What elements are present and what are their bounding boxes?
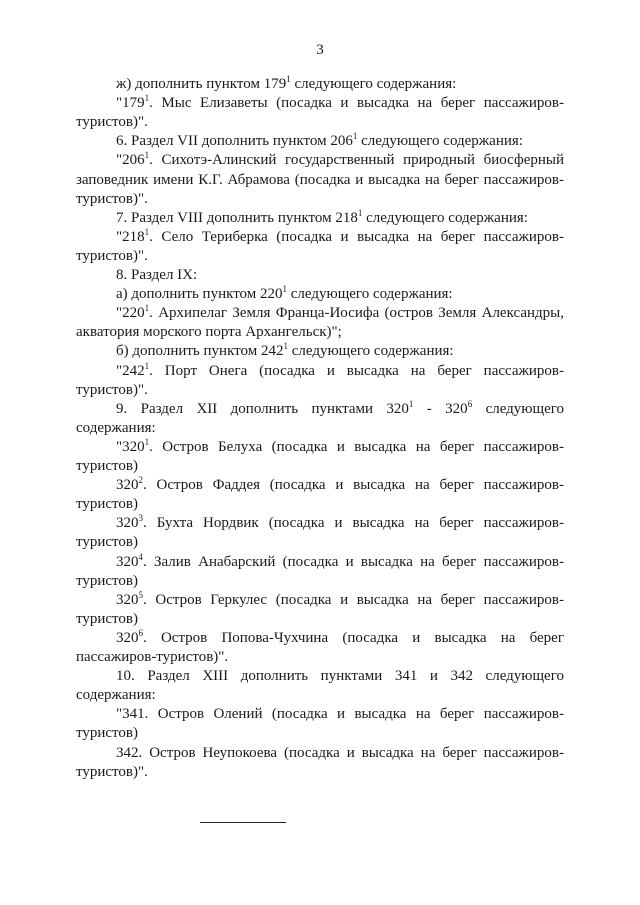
text-line: б) дополнить пунктом $242^1$ следующего содержания: [116, 341, 454, 360]
text-line: 6. Раздел VII дополнить пунктом $206^1$ следующего содержания: [116, 131, 523, 150]
text-line: 7. Раздел VIII дополнить пунктом $218^1$ следующего содержания: [116, 207, 528, 226]
text-line: содержания: [76, 419, 156, 436]
text-line: $320^2$. Остров Фаддея (посадка и высадка на берег пассажиров- [116, 475, 564, 494]
text-line: "341. Остров Олений (посадка и высадка на берег пассажиров- [116, 706, 564, 723]
text-line: туристов)". [76, 114, 148, 131]
text-line: туристов)". [76, 381, 148, 398]
page-number: 3 [316, 42, 324, 58]
text-line: "$218^1$. Село Териберка (посадка и высадка на берег пассажиров- [116, 226, 564, 245]
text-line: $320^5$. Остров Геркулес (посадка и высадка на берег пассажиров- [116, 589, 564, 608]
text-line: туристов)". [76, 763, 148, 780]
text-line: 10. Раздел XIII дополнить пунктами 341 и 342 следующего [116, 668, 564, 685]
text-line: "$242^1$. Порт Онега (посадка и высадка на берег пассажиров- [116, 360, 564, 379]
text-line: туристов) [76, 610, 138, 627]
text-line: 342. Остров Неупокоева (посадка и высадка на берег пассажиров- [116, 744, 564, 761]
text-line: заповедник имени К.Г. Абрамова (посадка и высадка на берег пассажиров- [76, 171, 564, 188]
text-line: туристов) [76, 725, 138, 742]
text-line: "$179^1$. Мыс Елизаветы (посадка и высадка на берег пассажиров- [116, 93, 564, 112]
end-separator-line [200, 822, 286, 823]
text-line: "$220^1$. Архипелаг Земля Франца-Иосифа (остров Земля Александры, [116, 303, 564, 322]
text-line: акватория морского порта Архангельск)"; [76, 324, 342, 341]
text-line: $320^3$. Бухта Нордвик (посадка и высадка на берег пассажиров- [116, 513, 564, 532]
text-line: туристов)". [76, 247, 148, 264]
text-line: ж) дополнить пунктом $179^1$ следующего содержания: [116, 74, 457, 92]
text-line: а) дополнить пунктом $220^1$ следующего содержания: [116, 284, 453, 303]
text-line: содержания: [76, 687, 156, 704]
text-line: туристов) [76, 496, 138, 513]
text-line: туристов) [76, 458, 138, 474]
text-line: туристов) [76, 534, 138, 551]
text-line: туристов)". [76, 190, 148, 207]
text-line: 8. Раздел IX: [116, 267, 198, 283]
text-line: 9. Раздел XII дополнить пунктами $320^1 - 320^6$ следующего [116, 398, 565, 417]
text-line: "$206^1$. Сихотэ-Алинский государственный природный биосферный [116, 150, 564, 169]
text-line: $320^6$. Остров Попова-Чухчина (посадка и высадка на берег [116, 627, 564, 646]
text-line: "$320^1$. Остров Белуха (посадка и высадка на берег пассажиров- [116, 436, 564, 455]
text-line: пассажиров-туристов)". [76, 649, 229, 665]
text-line: туристов) [76, 572, 138, 589]
text-line: $320^4$. Залив Анабарский (посадка и высадка на берег пассажиров- [116, 551, 564, 570]
